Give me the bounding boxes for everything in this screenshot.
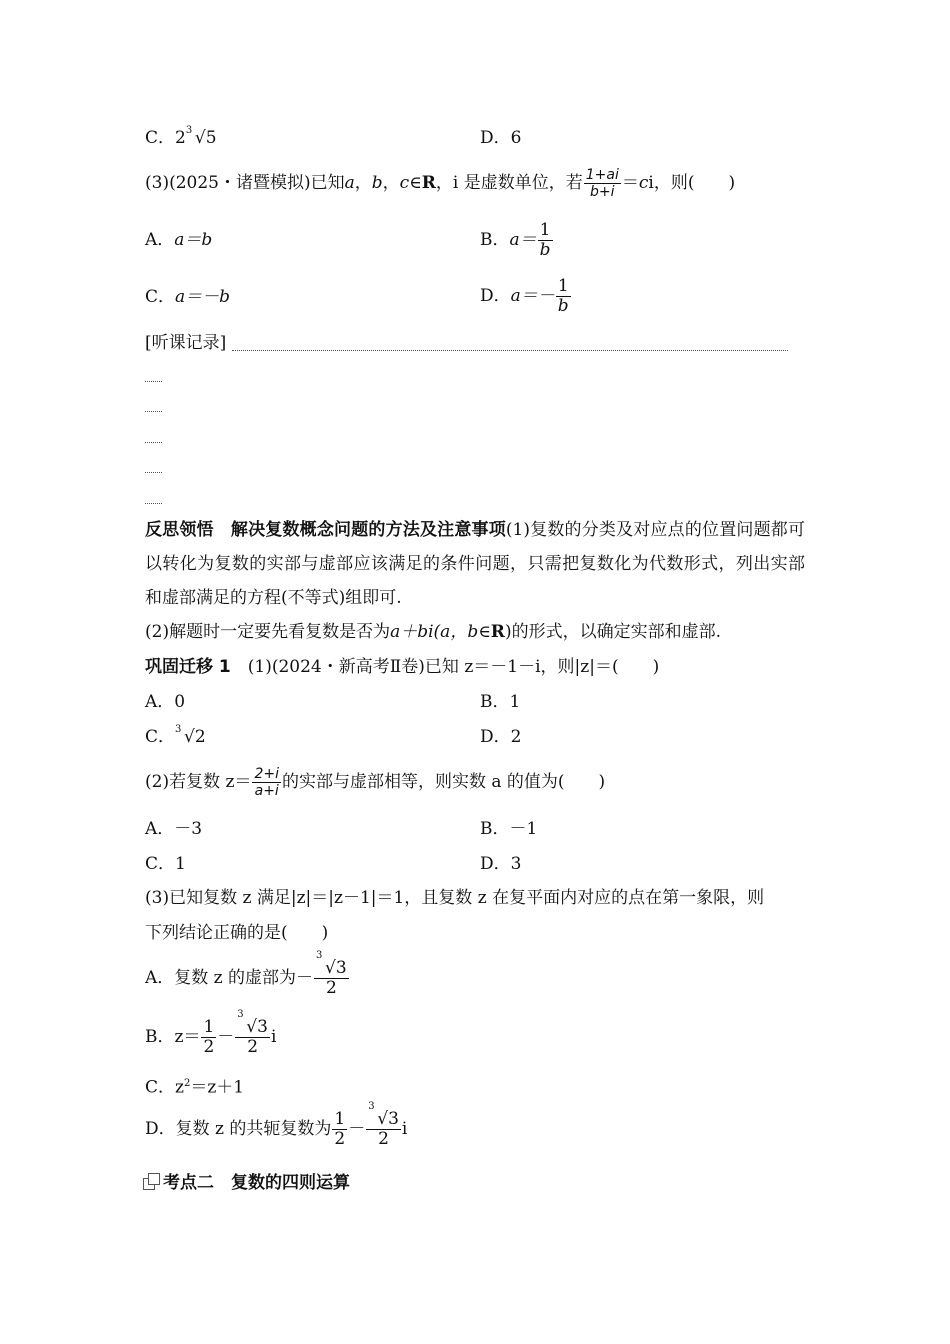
option-b: B．a＝ $\frac{1}{b}$ bbox=[480, 220, 551, 260]
practice-q2: (2)若复数 z＝ $\frac{2+i}{a+i}$ 的实部与虚部相等，则实数 a 的值为( ) bbox=[145, 766, 606, 799]
practice-q1: 巩固迁移 1 (1)(2024・新高考Ⅱ卷)已知 z＝－1－i，则|z|＝( ) bbox=[145, 657, 660, 677]
notes-line bbox=[145, 442, 162, 443]
practice-q3-line1: (3)已知复数 z 满足|z|＝|z－1|＝1，且复数 z 在复平面内对应的点在第一象限，则 bbox=[145, 888, 765, 908]
reflection-point-2: (2)解题时一定要先看复数是否为a＋bi(a，b∈R)的形式，以确定实部和虚部. bbox=[145, 622, 721, 642]
option-a: A．－3 bbox=[145, 819, 203, 839]
practice-q3-line2: 下列结论正确的是( ) bbox=[145, 923, 329, 943]
option-b: B．z＝ $\frac{1}{2}$ － 3 √3 2 i bbox=[145, 1009, 277, 1057]
option-a: A．a＝b bbox=[145, 230, 213, 250]
option-c: C．a＝－b bbox=[145, 287, 231, 307]
option-d: D．3 bbox=[480, 854, 522, 874]
reflection-title: 反思领悟 解决复数概念问题的方法及注意事项 bbox=[145, 520, 506, 540]
section-icon bbox=[143, 1173, 159, 1189]
option-d: D．a＝－ $\frac{1}{b}$ bbox=[480, 276, 569, 316]
option-d: D．6 bbox=[480, 128, 522, 148]
option-c: C．1 bbox=[145, 854, 186, 874]
fraction: $\frac{1+ai}{b+i}$ bbox=[585, 167, 619, 200]
option-d: D．2 bbox=[480, 727, 522, 747]
option-d: D．复数 z 的共轭复数为 $\frac{1}{2}$ － 3 √3 2 i bbox=[145, 1101, 408, 1149]
notes-line bbox=[145, 472, 162, 473]
option-b: B．1 bbox=[480, 692, 521, 712]
notes-label: [听课记录] bbox=[145, 333, 227, 353]
notes-line bbox=[232, 350, 788, 351]
section-heading bbox=[143, 1168, 350, 1193]
option-a: A．0 bbox=[145, 692, 186, 712]
practice-title: 巩固迁移 1 bbox=[145, 657, 231, 677]
reflection-paragraph: 反思领悟 解决复数概念问题的方法及注意事项(1)复数的分类及对应点的位置问题都可以转化为复数的实部与虚部应该满足的条件问题，只需把复数化为代数形式，列出实部和虚部满足的方程(不等式)组即可. bbox=[145, 520, 805, 608]
option-a: A．复数 z 的虚部为－ 3 √3 2 bbox=[145, 950, 347, 998]
notes-line bbox=[145, 503, 162, 504]
notes-line bbox=[145, 381, 162, 382]
option-c: C． 3 √2 bbox=[145, 724, 206, 747]
option-c: C．2 3 √5 bbox=[145, 125, 217, 148]
question-3-stem: (3)(2025・诸暨模拟)已知a，b，c∈R，i 是虚数单位，若 $\frac{1+ai}{b+i}$ ＝ci，则( ) bbox=[145, 167, 736, 200]
notes-line bbox=[145, 411, 162, 412]
option-b: B．－1 bbox=[480, 819, 538, 839]
section-title: 考点二 复数的四则运算 bbox=[163, 1173, 350, 1193]
option-c: C．$z^2=z+1$ bbox=[145, 1077, 245, 1098]
